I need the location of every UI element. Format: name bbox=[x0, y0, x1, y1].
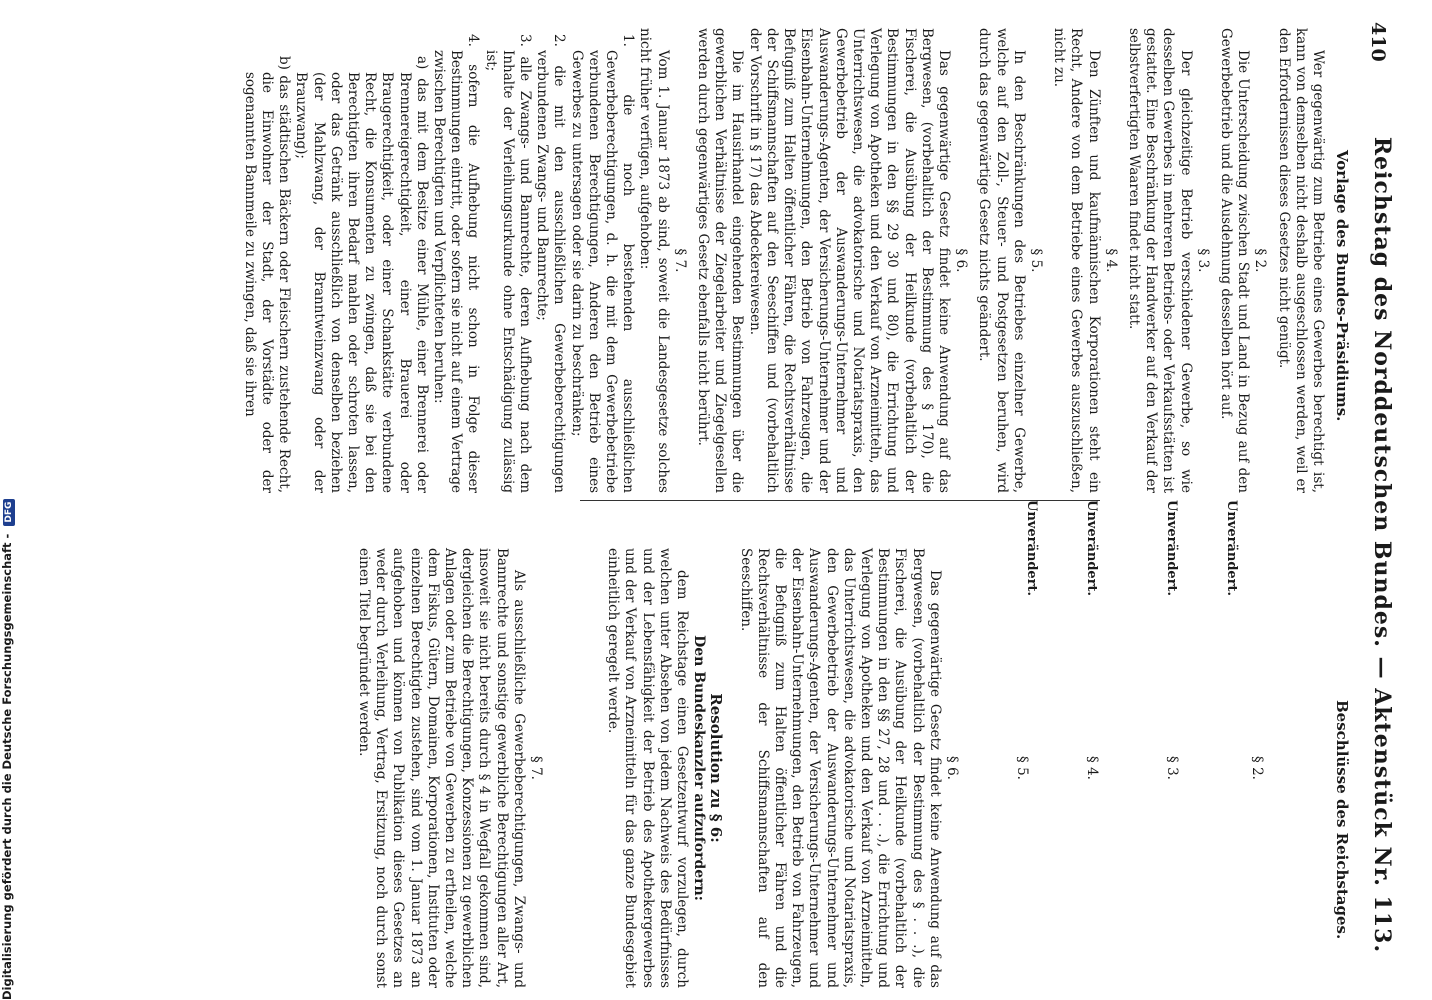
left-section-3-title: § 3. bbox=[1194, 248, 1211, 273]
resolution-subtitle: Den Bundeskanzler aufzufordern: bbox=[691, 635, 708, 901]
unchanged-marker-5: Unverändert. bbox=[1024, 500, 1039, 597]
left-section-6-title: § 6. bbox=[953, 248, 970, 273]
right-section-6-text: Das gegenwärtige Gesetz findet keine Anwendung auf das Bergwesen, (vorbehaltlich der Bestimmung des § . . .), die Fischerei, die Ausübung der Heilkunde (vorbehaltlich der Bestimmungen in den §§ 27, 28 und . . .), die Errichtung und Verlegung von Apotheken und den Verkauf von Arzneimitteln, das Unterrichtswesen, die advokatorische und Notariatspraxis, den Gewerbebetrieb der Auswanderungs-Unternehmer und Auswanderungs-Agenten, der Versicherungs-Unternehmer und der Eisenbahn-Unternehmungen, den Betrieb von Fahrzeugen, die Befugniß zum Halten öffentlicher Fähren und die Rechtsverhältnisse der Schiffsmannschaften auf den Seeschiffen. bbox=[737, 548, 943, 988]
right-section-6-title: § 6. bbox=[944, 756, 960, 780]
left-section-5-text: In den Beschränkungen des Betriebes einzelner Gewerbe, welche auf den Zoll-, Steuer- und Postgesetzen beruhen, wird durch das gegenwärtige Gesetz nichts geändert. bbox=[976, 28, 1027, 493]
left-section-4-text: Den Zünften und kaufmännischen Korporationen steht ein Recht, Andere von dem Betriebe eines Gewerbes auszuschließen, nicht zu. bbox=[1051, 28, 1102, 493]
dfg-logo: DFG bbox=[3, 499, 15, 526]
resolution-title: Resolution zu § 6: bbox=[707, 693, 726, 843]
left-column bbox=[241, 28, 1326, 493]
left-section-2-title: § 2. bbox=[1252, 248, 1269, 273]
right-column-lower bbox=[355, 548, 960, 988]
digitization-text: Digitalisierung gefördert durch die Deutsche Forschungsgemeinschaft - bbox=[0, 533, 14, 1000]
right-section-7-text: Als ausschließliche Gewerbeberechtigungen, Zwangs- und Bannrechte und sonstige gewerbliche Berechtigungen aller Art, insoweit sie nicht bereits durch § 4 in Wegfall gekommen sind, dergleichen die Berechtigungen, Konzessionen zu gewerblichen Anlagen oder zum Betriebe von Gewerben zu ertheilen, welche dem Fiskus, Gütern, Domainen, Korporationen, Instituten oder einzelnen Berechtigten zustehen, sind vom 1. Januar 1873 an aufgehoben und können von Publikation dieses Gesetzes an weder durch Verleihung, Vertrag, Ersitzung, noch durch sonst einen Titel begründet werden. bbox=[355, 548, 527, 988]
left-section-7-intro: Vom 1. Januar 1873 ab sind, soweit die Landesgesetze solches nicht früher verfügen, aufgehoben: bbox=[637, 28, 671, 493]
left-section-6-text-2: Die im Hausirhandel eingehenden Bestimmungen über die gewerblichen Verhältnisse der Ziegelarbeiter und Ziegelgesellen werden durch gegenwärtiges Gesetz ebenfalls nicht berührt. bbox=[695, 28, 746, 493]
unchanged-marker-2: Unverändert. bbox=[1224, 500, 1239, 597]
left-section-6-text: Das gegenwärtige Gesetz findet keine Anwendung auf das Bergwesen, (vorbehaltlich der Bestimmung des § 170), die Fischerei, die Ausübung der Heilkunde (vorbehaltlich der Bestimmungen in den §§ 29 30 und 80), die Errichtung und Verlegung von Apotheken und den Verkauf von Arzneimitteln, das Unterrichtswesen, die advokatorische und Notariatspraxis, den Gewerbebetrieb der Auswanderungs-Unternehmer und Auswanderungs-Agenten, der Versicherungs-Unternehmer und der Eisenbahn-Unternehmungen, den Betrieb von Fahrzeugen, die Befugniß zum Halten öffentlicher Fähren, die Rechtsverhältnisse der Schiffsmannschaften auf den Seeschiffen und (vorbehaltlich der Vorschrift in § 17) das Abdeckereiwesen. bbox=[746, 28, 952, 493]
right-section-4-title: § 4. bbox=[1084, 756, 1100, 780]
right-section-7-title: § 7. bbox=[527, 756, 544, 780]
right-section-5-title: § 5. bbox=[1014, 756, 1030, 780]
list-item: b) das städtischen Bäckern oder Fleischern zustehende Recht, die Einwohner der Stadt, der Vorstädte oder der sogenannten Bannmeile zu zwingen, daß sie ihren bbox=[241, 56, 293, 493]
right-section-3-title: § 3. bbox=[1164, 756, 1180, 780]
list-item: 1. die noch bestehenden ausschließlichen Gewerbeberechtigungen, d. h. die mit dem Gewerbebetriebe verbundenen Berechtigungen, Anderen den Betrieb eines Gewerbes zu untersagen oder sie darin zu beschränken; bbox=[568, 34, 637, 493]
left-column-heading: Vorlage des Bundes-Präsidiums. bbox=[1333, 150, 1351, 422]
left-section-7-title: § 7. bbox=[671, 248, 688, 273]
resolution-text: dem Reichstage einen Gesetzentwurf vorzulegen, durch welchen unter Absehen von jedem Nachweis des Bedürfnisses und der Lebensfähigkeit der Betrieb des Apothekergewerbes und der Verkauf von Arzneimitteln für das ganze Bundesgebiet einheitlich geregelt werde. bbox=[605, 548, 690, 988]
left-section-4-title: § 4. bbox=[1102, 248, 1119, 273]
left-section-5-title: § 5. bbox=[1027, 248, 1044, 273]
list-item: 2. die mit den ausschließlichen Gewerbeberechtigungen verbundenen Zwangs- und Bannrechte; bbox=[534, 34, 568, 493]
page-title: Reichstag des Norddeutschen Bundes. — Aktenstück Nr. 113. bbox=[1369, 136, 1395, 954]
unchanged-marker-4: Unverändert. bbox=[1084, 500, 1099, 597]
side-note-strip bbox=[0, 0, 18, 1000]
page-number: 410 bbox=[1367, 22, 1389, 62]
unchanged-marker-3: Unverändert. bbox=[1164, 500, 1179, 597]
digitization-note bbox=[0, 0, 15, 1000]
intro-paragraph: Wer gegenwärtig zum Betriebe eines Gewerbes berechtigt ist, kann von demselben nicht deshalb ausgeschlossen werden, weil er den Erfordernissen dieses Gesetzes nicht genügt. bbox=[1275, 28, 1326, 493]
list-item: 3. alle Zwangs- und Bannrechte, deren Aufhebung nach dem Inhalte der Verleihungsurkunde ohne Entschädigung zulässig ist; bbox=[482, 34, 534, 493]
left-section-2-text: Die Unterscheidung zwischen Stadt und Land in Bezug auf den Gewerbebetrieb und die Ausdehnung desselben hört auf. bbox=[1217, 28, 1252, 493]
left-section-3-text: Der gleichzeitige Betrieb verschiedener Gewerbe, so wie desselben Gewerbes in mehreren Betriebs- oder Verkaufsstätten ist gestattet. Eine Beschränkung der Handwerker auf den Verkauf der selbstverfertigten Waaren findet nicht statt. bbox=[1125, 28, 1194, 493]
list-item: a) das mit dem Besitze einer Mühle, einer Brennerei oder Brennereigerechtigkeit, einer Brauerei oder Braugerechtigkeit, oder einer Schankstätte verbundene Recht, die Konsumenten zu zwingen, daß sie bei den Berechtigten ihren Bedarf mahlen oder schroten lassen, oder das Getränk ausschließlich von denselben beziehen (der Mahlzwang, der Branntweinzwang oder der Brauzwang); bbox=[293, 56, 430, 493]
list-item: 4. sofern die Aufhebung nicht schon in Folge dieser Bestimmungen eintritt, oder sofern sie nicht auf einem Vertrage zwischen Berechtigten und Verpflichteten beruhen: bbox=[431, 34, 482, 493]
right-column-heading: Beschlüsse des Reichstages. bbox=[1333, 700, 1351, 940]
right-section-2-title: § 2. bbox=[1249, 756, 1265, 780]
